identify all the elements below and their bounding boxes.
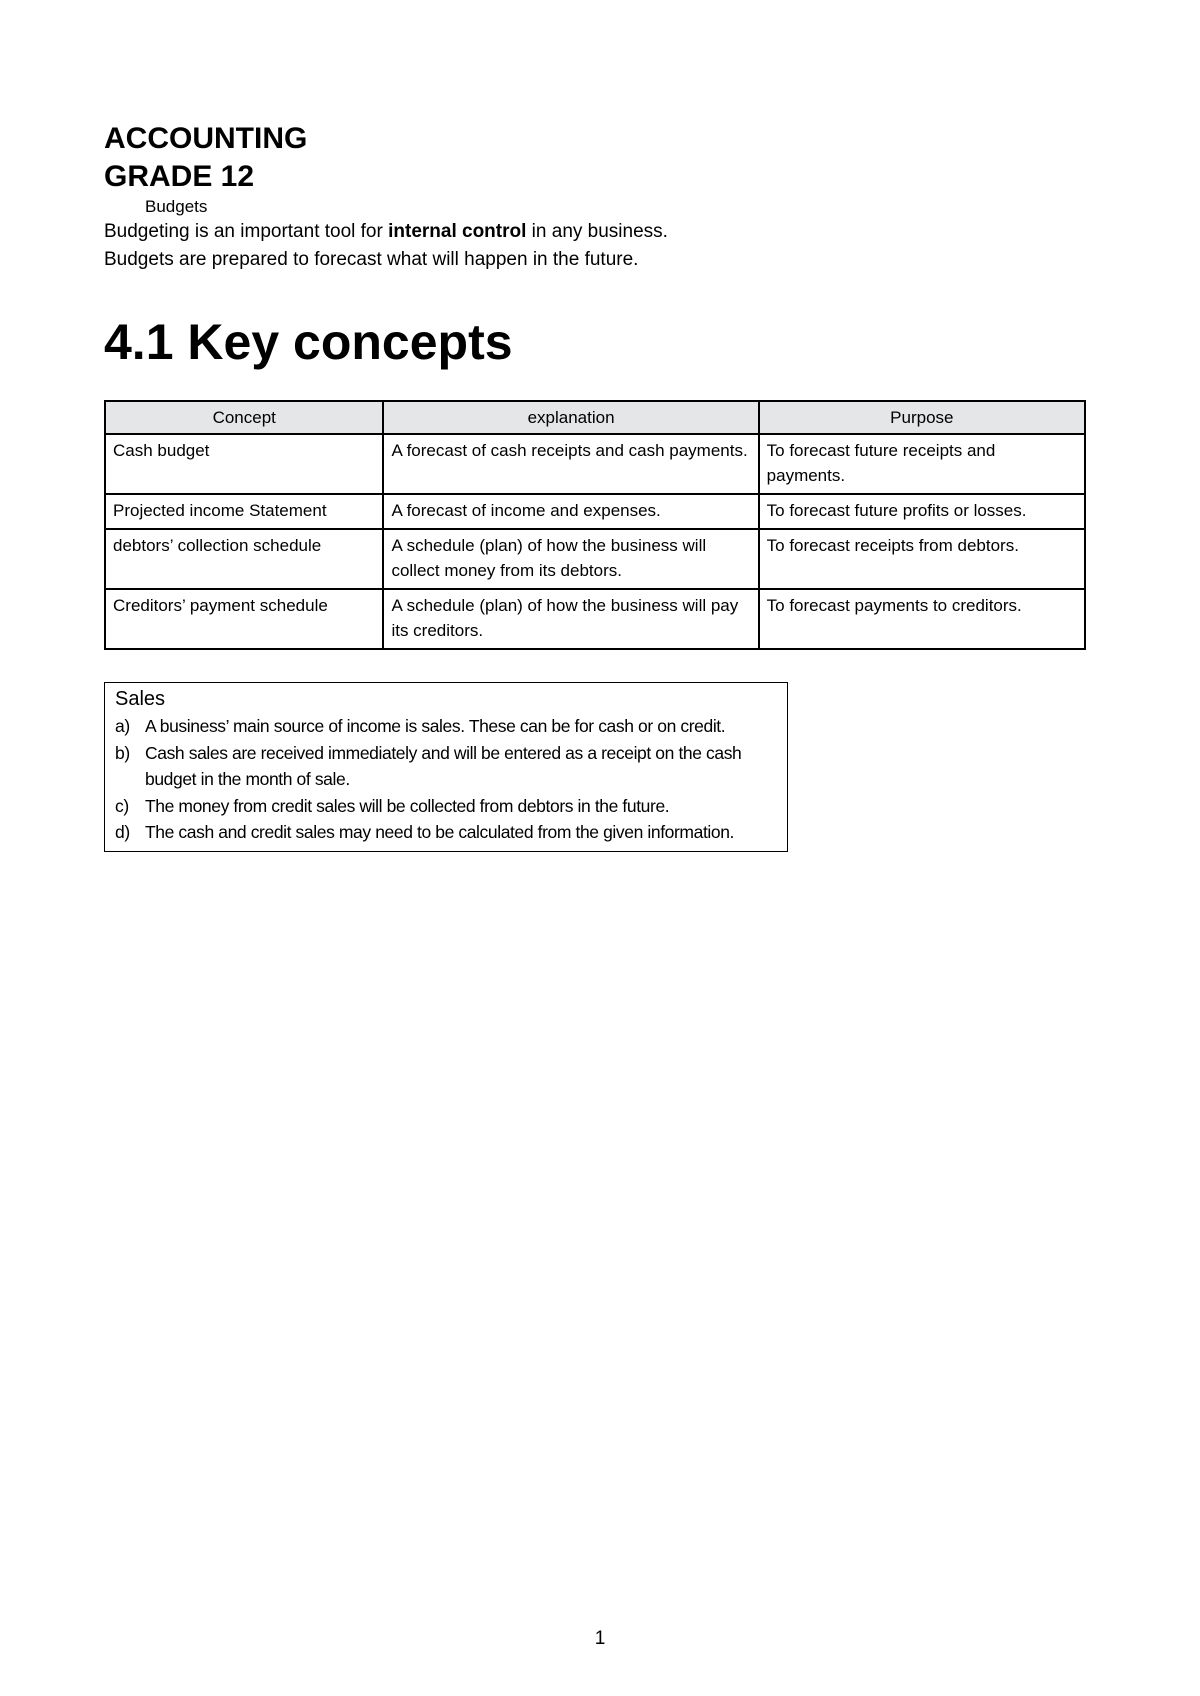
topic-label: Budgets xyxy=(145,197,208,216)
list-item xyxy=(115,793,777,820)
table-cell-concept: debtors’ collection schedule xyxy=(105,529,383,589)
table-cell-explanation: A schedule (plan) of how the business will collect money from its debtors. xyxy=(383,529,758,589)
intro-line-1 xyxy=(104,218,1104,246)
intro-text-before: Budgeting is an important tool for xyxy=(104,221,389,242)
sales-info-box xyxy=(104,682,788,852)
table-cell-explanation: A forecast of cash receipts and cash payments. xyxy=(383,434,758,494)
table-cell-concept: Projected income Statement xyxy=(105,494,383,529)
table-row xyxy=(105,529,1085,589)
intro-bold-term: internal control xyxy=(388,221,527,242)
list-marker: b) xyxy=(115,742,130,763)
list-marker: c) xyxy=(115,795,129,816)
table-cell-purpose: To forecast receipts from debtors. xyxy=(759,529,1085,589)
table-cell-purpose: To forecast payments to creditors. xyxy=(759,589,1085,649)
sales-box-title: Sales xyxy=(115,688,166,710)
table-cell-concept: Creditors’ payment schedule xyxy=(105,589,383,649)
table-cell-purpose: To forecast future receipts and payments. xyxy=(759,434,1085,494)
page-number: 1 xyxy=(594,1628,606,1649)
column-header-purpose: Purpose xyxy=(759,401,1085,434)
table-cell-purpose: To forecast future profits or losses. xyxy=(759,494,1085,529)
intro-text-after: in any business. xyxy=(526,221,668,242)
list-item xyxy=(115,819,777,846)
list-item-text: The cash and credit sales may need to be calculated from the given information. xyxy=(145,822,735,842)
list-marker: a) xyxy=(115,716,130,736)
column-header-explanation: explanation xyxy=(383,401,758,434)
table-cell-explanation: A forecast of income and expenses. xyxy=(383,494,758,529)
subject-title: ACCOUNTING xyxy=(104,122,308,155)
list-item-text: A business’ main source of income is sales. These can be for cash or on credit. xyxy=(145,716,726,736)
table-cell-explanation: A schedule (plan) of how the business will pay its creditors. xyxy=(383,589,758,649)
section-heading: 4.1 Key concepts xyxy=(104,314,513,370)
table-row xyxy=(105,494,1085,529)
list-item xyxy=(115,740,777,793)
list-item xyxy=(115,713,777,740)
table-row xyxy=(105,434,1085,494)
column-header-concept: Concept xyxy=(105,401,383,434)
document-header xyxy=(104,120,1104,274)
list-marker: d) xyxy=(115,822,130,842)
table-header-row xyxy=(105,401,1085,434)
table-row xyxy=(105,589,1085,649)
intro-line-2: Budgets are prepared to forecast what will happen in the future. xyxy=(104,249,639,270)
sales-list xyxy=(115,713,777,846)
table-cell-concept: Cash budget xyxy=(105,434,383,494)
list-item-text: The money from credit sales will be collected from debtors in the future. xyxy=(145,795,670,816)
key-concepts-table xyxy=(104,400,1086,650)
grade-title: GRADE 12 xyxy=(104,160,255,193)
list-item-text: Cash sales are received immediately and will be entered as a receipt on the cash budget in the month of sale. xyxy=(145,742,742,789)
